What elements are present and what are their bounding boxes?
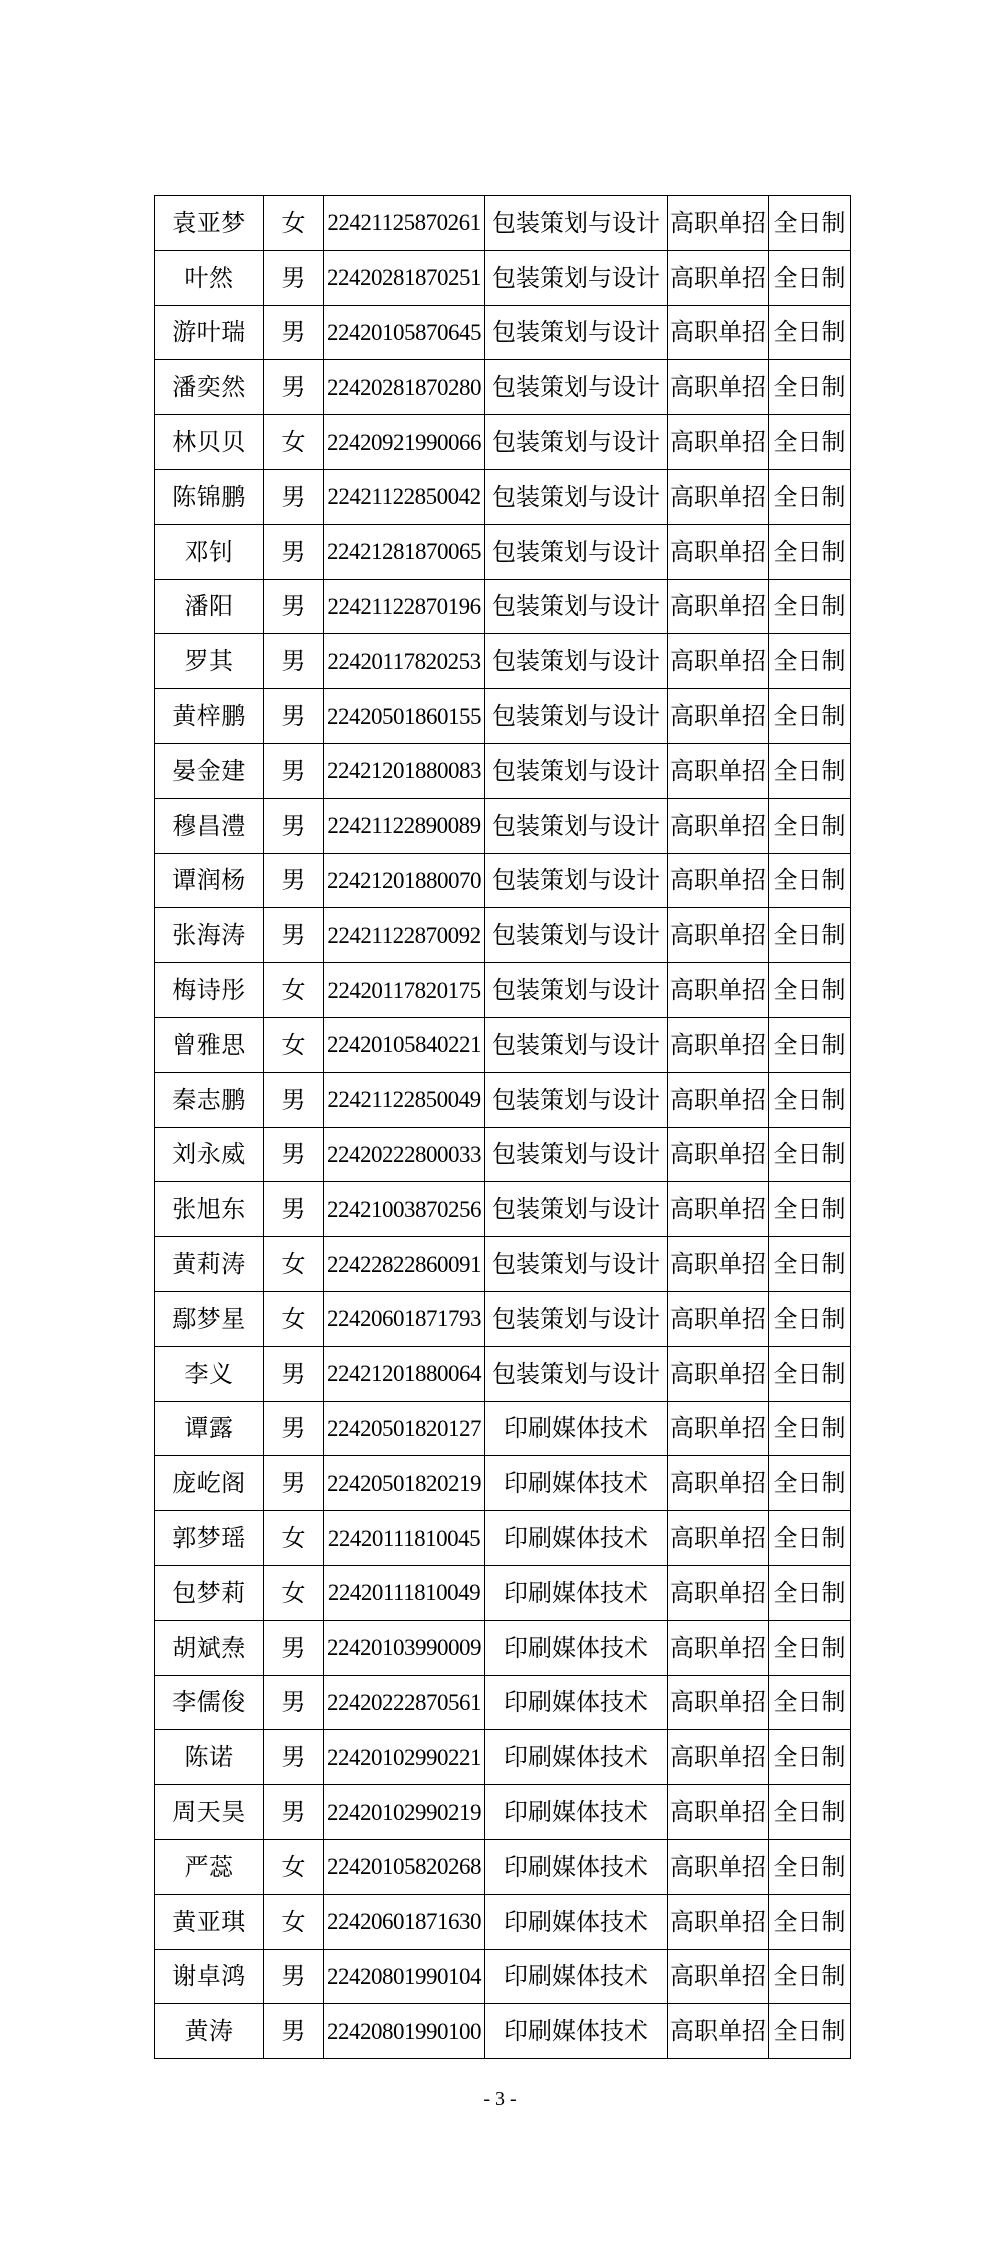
student-name-cell: 李义 (155, 1346, 264, 1401)
admission-type-cell: 高职单招 (668, 196, 769, 251)
admission-type-cell: 高职单招 (668, 743, 769, 798)
study-mode-cell: 全日制 (769, 689, 851, 744)
student-name-cell: 黄亚琪 (155, 1894, 264, 1949)
student-name-cell: 谭润杨 (155, 853, 264, 908)
admission-type-cell: 高职单招 (668, 634, 769, 689)
gender-cell: 男 (264, 2004, 324, 2059)
candidate-id-cell: 22420501820127 (324, 1401, 485, 1456)
gender-cell: 男 (264, 1675, 324, 1730)
candidate-id-cell: 22420222870561 (324, 1675, 485, 1730)
gender-cell: 男 (264, 360, 324, 415)
student-name-cell: 黄涛 (155, 2004, 264, 2059)
major-cell: 包装策划与设计 (485, 1127, 668, 1182)
gender-cell: 男 (264, 1620, 324, 1675)
student-name-cell: 鄢梦星 (155, 1291, 264, 1346)
study-mode-cell: 全日制 (769, 196, 851, 251)
study-mode-cell: 全日制 (769, 1401, 851, 1456)
major-cell: 包装策划与设计 (485, 305, 668, 360)
study-mode-cell: 全日制 (769, 1346, 851, 1401)
gender-cell: 男 (264, 743, 324, 798)
major-cell: 印刷媒体技术 (485, 1730, 668, 1785)
student-name-cell: 潘奕然 (155, 360, 264, 415)
gender-cell: 男 (264, 1401, 324, 1456)
table-row (155, 1291, 851, 1346)
student-name-cell: 谭露 (155, 1401, 264, 1456)
student-name-cell: 谢卓鸿 (155, 1949, 264, 2004)
candidate-id-cell: 22420105840221 (324, 1017, 485, 1072)
table-row (155, 469, 851, 524)
study-mode-cell: 全日制 (769, 798, 851, 853)
candidate-id-cell: 22420601871793 (324, 1291, 485, 1346)
table-row (155, 524, 851, 579)
major-cell: 印刷媒体技术 (485, 1949, 668, 2004)
candidate-id-cell: 22421201880070 (324, 853, 485, 908)
table-row (155, 1127, 851, 1182)
major-cell: 包装策划与设计 (485, 689, 668, 744)
gender-cell: 女 (264, 1565, 324, 1620)
admission-type-cell: 高职单招 (668, 1346, 769, 1401)
admission-type-cell: 高职单招 (668, 1456, 769, 1511)
student-name-cell: 李儒俊 (155, 1675, 264, 1730)
student-name-cell: 袁亚梦 (155, 196, 264, 251)
study-mode-cell: 全日制 (769, 1182, 851, 1237)
student-name-cell: 陈诺 (155, 1730, 264, 1785)
major-cell: 印刷媒体技术 (485, 1401, 668, 1456)
table-row (155, 689, 851, 744)
major-cell: 印刷媒体技术 (485, 1565, 668, 1620)
gender-cell: 男 (264, 1072, 324, 1127)
candidate-id-cell: 22421122870196 (324, 579, 485, 634)
gender-cell: 男 (264, 579, 324, 634)
gender-cell: 男 (264, 1730, 324, 1785)
admission-type-cell: 高职单招 (668, 798, 769, 853)
gender-cell: 男 (264, 1182, 324, 1237)
student-name-cell: 黄莉涛 (155, 1237, 264, 1292)
major-cell: 印刷媒体技术 (485, 1839, 668, 1894)
table-row (155, 415, 851, 470)
admission-type-cell: 高职单招 (668, 1785, 769, 1840)
candidate-id-cell: 22421122870092 (324, 908, 485, 963)
candidate-id-cell: 22421122850049 (324, 1072, 485, 1127)
student-name-cell: 晏金建 (155, 743, 264, 798)
candidate-id-cell: 22420103990009 (324, 1620, 485, 1675)
gender-cell: 男 (264, 524, 324, 579)
major-cell: 包装策划与设计 (485, 853, 668, 908)
major-cell: 包装策划与设计 (485, 360, 668, 415)
study-mode-cell: 全日制 (769, 1127, 851, 1182)
table-row (155, 360, 851, 415)
gender-cell: 男 (264, 634, 324, 689)
major-cell: 印刷媒体技术 (485, 1894, 668, 1949)
gender-cell: 男 (264, 689, 324, 744)
candidate-id-cell: 22421125870261 (324, 196, 485, 251)
admission-type-cell: 高职单招 (668, 579, 769, 634)
major-cell: 包装策划与设计 (485, 908, 668, 963)
student-name-cell: 林贝贝 (155, 415, 264, 470)
admission-type-cell: 高职单招 (668, 1511, 769, 1566)
candidate-id-cell: 22421003870256 (324, 1182, 485, 1237)
candidate-id-cell: 22420601871630 (324, 1894, 485, 1949)
candidate-id-cell: 22420501820219 (324, 1456, 485, 1511)
gender-cell: 女 (264, 415, 324, 470)
admission-type-cell: 高职单招 (668, 1730, 769, 1785)
study-mode-cell: 全日制 (769, 1565, 851, 1620)
candidate-id-cell: 22420501860155 (324, 689, 485, 744)
gender-cell: 男 (264, 469, 324, 524)
candidate-id-cell: 22421122890089 (324, 798, 485, 853)
student-name-cell: 潘阳 (155, 579, 264, 634)
candidate-id-cell: 22420281870280 (324, 360, 485, 415)
table-row (155, 1072, 851, 1127)
candidate-id-cell: 22420801990100 (324, 2004, 485, 2059)
student-name-cell: 郭梦瑶 (155, 1511, 264, 1566)
major-cell: 印刷媒体技术 (485, 1675, 668, 1730)
table-row (155, 1346, 851, 1401)
major-cell: 印刷媒体技术 (485, 1620, 668, 1675)
gender-cell: 男 (264, 1949, 324, 2004)
admission-type-cell: 高职单招 (668, 1894, 769, 1949)
study-mode-cell: 全日制 (769, 250, 851, 305)
study-mode-cell: 全日制 (769, 1072, 851, 1127)
candidate-id-cell: 22420105820268 (324, 1839, 485, 1894)
student-name-cell: 穆昌澧 (155, 798, 264, 853)
major-cell: 包装策划与设计 (485, 250, 668, 305)
admission-type-cell: 高职单招 (668, 1127, 769, 1182)
study-mode-cell: 全日制 (769, 1894, 851, 1949)
major-cell: 包装策划与设计 (485, 963, 668, 1018)
table-row (155, 853, 851, 908)
table-row (155, 1182, 851, 1237)
major-cell: 包装策划与设计 (485, 798, 668, 853)
candidate-id-cell: 22420105870645 (324, 305, 485, 360)
table-row (155, 2004, 851, 2059)
table-row (155, 1565, 851, 1620)
study-mode-cell: 全日制 (769, 963, 851, 1018)
major-cell: 包装策划与设计 (485, 579, 668, 634)
admission-type-cell: 高职单招 (668, 2004, 769, 2059)
major-cell: 包装策划与设计 (485, 743, 668, 798)
admission-type-cell: 高职单招 (668, 1620, 769, 1675)
major-cell: 包装策划与设计 (485, 469, 668, 524)
major-cell: 包装策划与设计 (485, 1182, 668, 1237)
candidate-id-cell: 22420102990221 (324, 1730, 485, 1785)
admission-type-cell: 高职单招 (668, 1949, 769, 2004)
study-mode-cell: 全日制 (769, 2004, 851, 2059)
major-cell: 印刷媒体技术 (485, 1511, 668, 1566)
admission-type-cell: 高职单招 (668, 469, 769, 524)
major-cell: 包装策划与设计 (485, 196, 668, 251)
candidate-id-cell: 22420281870251 (324, 250, 485, 305)
gender-cell: 男 (264, 1346, 324, 1401)
admission-type-cell: 高职单招 (668, 1565, 769, 1620)
major-cell: 包装策划与设计 (485, 524, 668, 579)
table-row (155, 1894, 851, 1949)
student-name-cell: 曾雅思 (155, 1017, 264, 1072)
admission-type-cell: 高职单招 (668, 908, 769, 963)
candidate-id-cell: 22420111810045 (324, 1511, 485, 1566)
student-name-cell: 胡斌焘 (155, 1620, 264, 1675)
major-cell: 包装策划与设计 (485, 1346, 668, 1401)
candidate-id-cell: 22420117820175 (324, 963, 485, 1018)
major-cell: 包装策划与设计 (485, 1017, 668, 1072)
gender-cell: 男 (264, 1456, 324, 1511)
major-cell: 包装策划与设计 (485, 1072, 668, 1127)
gender-cell: 男 (264, 1127, 324, 1182)
gender-cell: 男 (264, 305, 324, 360)
table-row (155, 1237, 851, 1292)
student-name-cell: 黄梓鹏 (155, 689, 264, 744)
gender-cell: 女 (264, 1017, 324, 1072)
gender-cell: 女 (264, 1291, 324, 1346)
major-cell: 包装策划与设计 (485, 415, 668, 470)
gender-cell: 男 (264, 798, 324, 853)
candidate-id-cell: 22421122850042 (324, 469, 485, 524)
admission-type-cell: 高职单招 (668, 1182, 769, 1237)
study-mode-cell: 全日制 (769, 1949, 851, 2004)
gender-cell: 男 (264, 908, 324, 963)
table-row (155, 634, 851, 689)
student-name-cell: 秦志鹏 (155, 1072, 264, 1127)
study-mode-cell: 全日制 (769, 415, 851, 470)
gender-cell: 女 (264, 1894, 324, 1949)
study-mode-cell: 全日制 (769, 1017, 851, 1072)
candidate-id-cell: 22421201880064 (324, 1346, 485, 1401)
major-cell: 包装策划与设计 (485, 634, 668, 689)
student-name-cell: 庞屹阁 (155, 1456, 264, 1511)
table-row (155, 963, 851, 1018)
candidate-id-cell: 22421281870065 (324, 524, 485, 579)
study-mode-cell: 全日制 (769, 1456, 851, 1511)
table-row (155, 305, 851, 360)
candidate-id-cell: 22421201880083 (324, 743, 485, 798)
admission-type-cell: 高职单招 (668, 1237, 769, 1292)
admission-type-cell: 高职单招 (668, 1291, 769, 1346)
study-mode-cell: 全日制 (769, 305, 851, 360)
student-name-cell: 叶然 (155, 250, 264, 305)
admission-type-cell: 高职单招 (668, 1072, 769, 1127)
study-mode-cell: 全日制 (769, 360, 851, 415)
study-mode-cell: 全日制 (769, 1730, 851, 1785)
major-cell: 印刷媒体技术 (485, 1456, 668, 1511)
study-mode-cell: 全日制 (769, 1291, 851, 1346)
table-row (155, 1839, 851, 1894)
candidate-id-cell: 22420222800033 (324, 1127, 485, 1182)
table-row (155, 1511, 851, 1566)
gender-cell: 女 (264, 963, 324, 1018)
study-mode-cell: 全日制 (769, 579, 851, 634)
student-name-cell: 张海涛 (155, 908, 264, 963)
table-row (155, 579, 851, 634)
student-name-cell: 邓钊 (155, 524, 264, 579)
admission-type-cell: 高职单招 (668, 1675, 769, 1730)
student-name-cell: 严蕊 (155, 1839, 264, 1894)
page-number: - 3 - (483, 2088, 517, 2110)
student-name-cell: 陈锦鹏 (155, 469, 264, 524)
study-mode-cell: 全日制 (769, 1839, 851, 1894)
study-mode-cell: 全日制 (769, 469, 851, 524)
roster-body (155, 196, 851, 2059)
table-row (155, 908, 851, 963)
admission-type-cell: 高职单招 (668, 853, 769, 908)
table-row (155, 1017, 851, 1072)
student-name-cell: 张旭东 (155, 1182, 264, 1237)
major-cell: 印刷媒体技术 (485, 2004, 668, 2059)
major-cell: 印刷媒体技术 (485, 1785, 668, 1840)
admission-type-cell: 高职单招 (668, 360, 769, 415)
student-name-cell: 刘永威 (155, 1127, 264, 1182)
study-mode-cell: 全日制 (769, 853, 851, 908)
gender-cell: 男 (264, 1785, 324, 1840)
candidate-id-cell: 22420117820253 (324, 634, 485, 689)
gender-cell: 女 (264, 1511, 324, 1566)
table-row (155, 743, 851, 798)
table-row (155, 798, 851, 853)
admission-type-cell: 高职单招 (668, 1017, 769, 1072)
study-mode-cell: 全日制 (769, 1511, 851, 1566)
table-row (155, 1675, 851, 1730)
admission-type-cell: 高职单招 (668, 963, 769, 1018)
admission-type-cell: 高职单招 (668, 250, 769, 305)
gender-cell: 男 (264, 853, 324, 908)
study-mode-cell: 全日制 (769, 1620, 851, 1675)
study-mode-cell: 全日制 (769, 908, 851, 963)
study-mode-cell: 全日制 (769, 1675, 851, 1730)
admission-type-cell: 高职单招 (668, 524, 769, 579)
gender-cell: 女 (264, 196, 324, 251)
study-mode-cell: 全日制 (769, 1237, 851, 1292)
admission-type-cell: 高职单招 (668, 689, 769, 744)
admission-type-cell: 高职单招 (668, 415, 769, 470)
student-roster-table (154, 195, 851, 2059)
student-name-cell: 周天昊 (155, 1785, 264, 1840)
table-row (155, 250, 851, 305)
candidate-id-cell: 22420801990104 (324, 1949, 485, 2004)
table-row (155, 1401, 851, 1456)
student-name-cell: 梅诗彤 (155, 963, 264, 1018)
candidate-id-cell: 22422822860091 (324, 1237, 485, 1292)
candidate-id-cell: 22420111810049 (324, 1565, 485, 1620)
candidate-id-cell: 22420921990066 (324, 415, 485, 470)
table-row (155, 1949, 851, 2004)
table-row (155, 196, 851, 251)
table-row (155, 1456, 851, 1511)
major-cell: 包装策划与设计 (485, 1291, 668, 1346)
table-row (155, 1730, 851, 1785)
study-mode-cell: 全日制 (769, 743, 851, 798)
study-mode-cell: 全日制 (769, 524, 851, 579)
admission-type-cell: 高职单招 (668, 305, 769, 360)
gender-cell: 男 (264, 250, 324, 305)
student-name-cell: 包梦莉 (155, 1565, 264, 1620)
student-name-cell: 游叶瑞 (155, 305, 264, 360)
gender-cell: 女 (264, 1237, 324, 1292)
admission-type-cell: 高职单招 (668, 1401, 769, 1456)
major-cell: 包装策划与设计 (485, 1237, 668, 1292)
gender-cell: 女 (264, 1839, 324, 1894)
student-name-cell: 罗其 (155, 634, 264, 689)
study-mode-cell: 全日制 (769, 1785, 851, 1840)
candidate-id-cell: 22420102990219 (324, 1785, 485, 1840)
admission-type-cell: 高职单招 (668, 1839, 769, 1894)
table-row (155, 1620, 851, 1675)
study-mode-cell: 全日制 (769, 634, 851, 689)
table-row (155, 1785, 851, 1840)
